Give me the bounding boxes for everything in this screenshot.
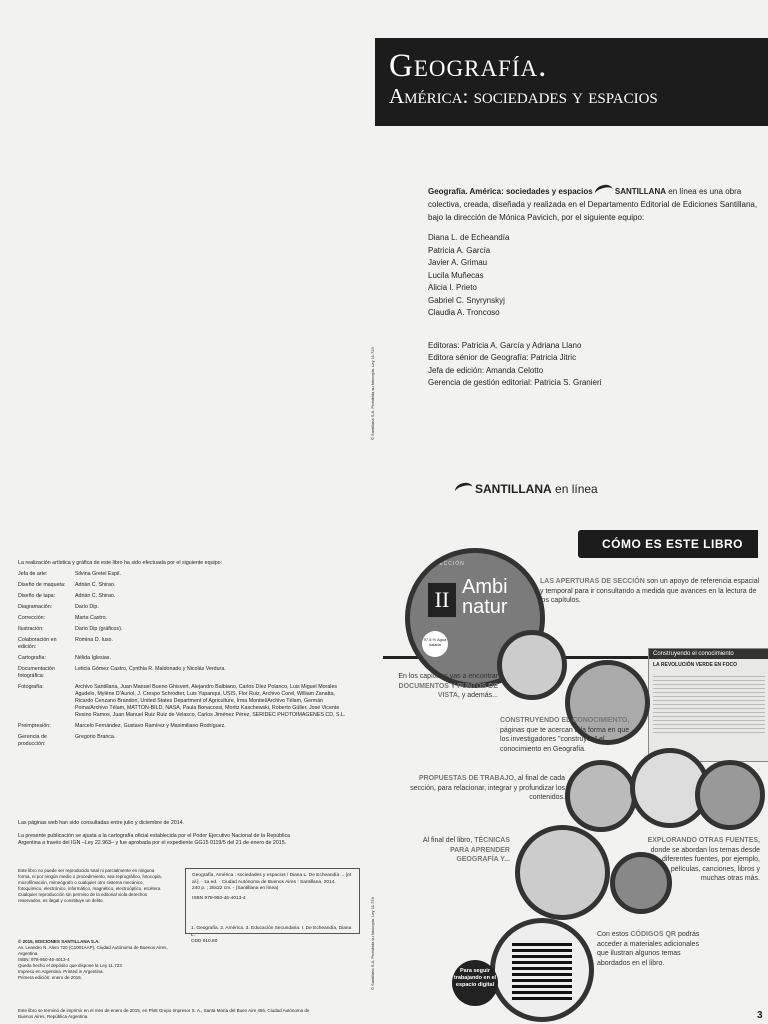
construyendo-text: páginas que te acercan a la forma en que los investigadores "construyen" el conocimiento en Geografía. [500, 726, 630, 753]
author-item: Claudia A. Troncoso [428, 308, 500, 318]
catalog-line: Geografía, América : sociedades y espacios / Diana L. De Echeandía ... [et al.]. - 1a ed. - Ciudad Autónoma de Buenos Aires : Santillana, 2014. [192, 873, 352, 885]
authors-list [428, 232, 758, 320]
construyendo-desc [500, 716, 640, 754]
propuestas-circle [565, 760, 637, 832]
section-label: SECCIÓN [435, 561, 465, 567]
note-item: Las páginas web han sido consultadas entre julio y diciembre de 2014. [18, 820, 185, 826]
qr-highlight: CÓDIGOS QR [630, 931, 676, 938]
credit-row [18, 655, 348, 662]
author-item: Alicia I. Prieto [428, 283, 477, 293]
editorial-printed: Impreso en Argentina. Printed in Argentina. [18, 969, 104, 974]
howto-tab [578, 530, 758, 558]
credit-value: Nélida Iglesias. [75, 655, 111, 661]
editor-item: Jefa de edición: Amanda Celotto [428, 365, 544, 375]
catalog-record [185, 868, 360, 934]
credit-label: Colaboración en edición: [18, 637, 57, 650]
credit-label: Diseño de maqueta: [18, 582, 66, 588]
apertura-highlight: LAS APERTURAS DE SECCIÓN [540, 578, 645, 585]
credit-value: Darío Dip. [75, 604, 99, 610]
catalog-line: 240 p. ; 28x22 cm. - (Santillana en línea) [192, 886, 279, 891]
apertura-desc [540, 577, 760, 606]
editor-item: Gerencia de gestión editorial: Patricia S. Granieri [428, 378, 602, 388]
copyright-vertical: © Santillana S.A. Prohibida su fotocopia. Ley 11.723 [370, 347, 375, 440]
credit-label: Documentación fotográfica: [18, 666, 55, 679]
credit-row [18, 684, 348, 719]
editors-list [428, 340, 758, 390]
propuestas-highlight: PROPUESTAS DE TRABAJO, [418, 775, 516, 782]
credit-row [18, 615, 348, 622]
credit-value: Leticia Gómez Castro, Cynthia R. Maldonado y Nicolás Verdura. [75, 666, 226, 672]
documentos-post: y además... [461, 692, 498, 699]
qr-text: podrás acceder a materiales adicionales que ilustran algunos temas abordados en el libro. [597, 931, 700, 967]
credit-row [18, 637, 348, 651]
documentos-highlight: DOCUMENTOS Y PUNTOS DE VISTA, [398, 682, 498, 699]
web-notes [18, 820, 308, 853]
author-item: Javier A. Grimau [428, 258, 488, 268]
credit-row [18, 582, 348, 589]
qr-code-icon[interactable] [512, 940, 572, 1000]
credit-value: Adrián C. Shirao. [75, 582, 116, 588]
credit-row [18, 626, 348, 633]
author-item: Diana L. de Echeandía [428, 233, 510, 243]
credit-value: Adrián C. Shirao. [75, 593, 116, 599]
credit-row [18, 734, 348, 748]
author-item: Lucila Muñecas [428, 270, 484, 280]
propuestas-desc [400, 774, 565, 803]
credit-value: Romina D. Iuso. [75, 637, 113, 643]
credit-label: Jefa de arte: [18, 571, 48, 577]
logo-suffix: en línea [555, 482, 598, 496]
thumb-subheading: LA REVOLUCIÓN VERDE EN FOCO [653, 662, 737, 668]
credits-book-title: Geografía. América: sociedades y espacios [428, 187, 593, 196]
documentos-desc [388, 672, 498, 701]
author-item: Gabriel C. Snyrynskyj [428, 295, 505, 305]
credits-intro-text: es una obra colectiva, creada, diseñada y realizada en el Departamento Editorial de Ediciones Santillana, bajo la dirección de Mónica Pavicich, por el siguiente equipo: [428, 187, 758, 223]
editorial-edition: Primera edición: enero de 2015. [18, 975, 83, 980]
credit-value: Marta Castro. [75, 615, 108, 621]
thumb-text-lines [653, 673, 765, 733]
legal-notice: Este libro no puede ser reproducido total ni parcialmente en ninguna forma, ni por ningún medio o procedimiento, sea reprográfico, fotocopia, microfilmación, mimeógrafo o cualquier otro sistema mecánico, fotoquímico, electrónico, informático, magnético, electroóptico, etcétera. Cualquier reproducción sin permiso de la editorial viola derechos reservados, es ilegal y constituye un delito. [18, 868, 162, 903]
credit-row [18, 723, 348, 730]
propuestas-text: al final de cada sección, para relacionar, integrar y profundizar los contenidos. [410, 775, 565, 801]
credit-label: Preimpresión: [18, 723, 51, 729]
howto-title: CÓMO ES ESTE LIBRO [602, 537, 744, 551]
credit-label: Fotografía: [18, 684, 44, 690]
credit-label: Cartografía: [18, 655, 46, 661]
section-word: Ambi [462, 576, 508, 598]
catalog-subjects [185, 926, 360, 946]
qr-pre: Con estos [597, 931, 629, 938]
credit-value: Silvina Gretel Espil. [75, 571, 121, 577]
author-item: Patricia A. García [428, 245, 491, 255]
documents-circle [497, 630, 567, 700]
header-band [375, 38, 768, 126]
credit-row [18, 666, 348, 680]
catalog-isbn: ISBN 978-950-46-4013-4 [192, 895, 246, 901]
credits-block [428, 185, 758, 390]
editorial-name: © 2015, EDICIONES SANTILLANA S.A. [18, 939, 100, 944]
credit-row [18, 604, 348, 611]
credit-label: Diseño de tapa: [18, 593, 56, 599]
print-note: Este libro se terminó de imprimir en el mes de enero de 2015, en Plott Grupo Impresor S. A., Santa María del Buen Aire 456, Ciudad Autónoma de Buenos Aires, República Argentina. [18, 1008, 310, 1019]
tecnicas-pre: Al final del libro, [422, 837, 473, 844]
art-credits-intro: La realización artística y gráfica de este libro ha sido efectuada por el siguiente equipo: [18, 560, 223, 566]
credit-row [18, 593, 348, 600]
credit-value: Darío Dip (gráficos). [75, 626, 123, 632]
editorial-info [18, 939, 168, 981]
explorando-highlight: EXPLORANDO OTRAS FUENTES, [647, 837, 760, 844]
propuestas-circle [695, 760, 765, 830]
credit-label: Gerencia de producción: [18, 734, 47, 747]
santillana-logo [455, 482, 598, 496]
santillana-logo-icon [594, 183, 615, 200]
credit-value: Archivo Santillana, Juan Manuel Bueno Ghisvert, Alejandro Balbiano, Carlos Díez Polanco, Luis Miguel Morales Agudelo, Mylène D'Auriol, J. Crespo Schrodter, Luis Yupanqui, USIS, Flor Ruiz, Archivo Corel, William Zanatta, Ricardo Cenzano Brandon, United States Department of Agriculture, Irma Montiel/Archivo Télam, Germán Poma/Archivo Télam, MATTON-BILD, NASA, Paula Bonacossi, Moritz Kaschewski, Roberto Güller, José Vicente Resino Ramos, Juan Manuel Ruiz Ruiz de Velasco, Carlos Jiménez Pérez, SERIDEC PHOTOIMAGENES CD, S.L. [75, 684, 346, 718]
section-number: II [428, 583, 456, 617]
apertura-text: son un apoyo de referencia espacial y temporal para ir consultando a medida que avances en la lectura de los capítulos. [540, 578, 760, 604]
credit-label: Ilustración: [18, 626, 44, 632]
credit-label: Corrección: [18, 615, 46, 621]
construyendo-highlight: CONSTRUYENDO EL CONOCIMIENTO, [500, 717, 630, 724]
construyendo-thumb [648, 648, 768, 762]
book-subtitle: América: sociedades y espacios [389, 84, 658, 108]
editorial-address: Av. Leandro N. Alem 720 (C1001AAP), Ciudad Autónoma de Buenos Aires, Argentina. [18, 945, 168, 956]
editorial-deposit: Queda hecho el depósito que dispone la Ley 11.723 [18, 963, 122, 968]
explorando-desc [645, 836, 760, 884]
credit-value: Gregorio Branca. [75, 734, 116, 740]
editor-item: Editoras: Patricia A. García y Adriana Llano [428, 340, 582, 350]
explorando-text: donde se abordan los temas desde diferentes fuentes, por ejemplo, películas, canciones, libros y muchas otras más. [650, 846, 760, 882]
credits-intro [428, 185, 758, 224]
copyright-vertical: © Santillana S.A. Prohibida su fotocopia. Ley 11.723 [370, 897, 375, 990]
catalog-cdd: CDD 910.80 [191, 939, 218, 944]
credits-logo-brand: SANTILLANA [614, 187, 667, 196]
page-number: 3 [757, 1010, 763, 1021]
credit-row [18, 571, 348, 578]
qr-desc [597, 930, 712, 968]
editor-item: Editora sénior de Geografía: Patricia Jitric [428, 353, 577, 363]
tecnicas-highlight: TÉCNICAS PARA APRENDER GEOGRAFÍA Y... [449, 837, 510, 863]
editorial-isbn: ISBN: 978-950-46-4013-4 [18, 957, 70, 962]
logo-brand: SANTILLANA [475, 482, 552, 496]
book-title: Geografía. [389, 48, 548, 84]
thumb-heading: Construyendo el conocimiento [649, 649, 768, 659]
water-badge: 97,5 % Agua salada [422, 631, 448, 657]
documentos-pre: En los capítulos vas a encontrar [398, 673, 498, 680]
tecnicas-desc [410, 836, 510, 865]
credit-label: Diagramación: [18, 604, 53, 610]
note-item: La presente publicación se ajusta a la cartografía oficial establecida por el Poder Ejecutivo Nacional de la República Argentina a través del IGN –Ley 22.963– y fue aprobada por el expediente GG15 0119/5 del 21 de enero de 2015. [18, 833, 291, 846]
catalog-subject-line: 1. Geografía. 2. América. 3. Educación Secundaria. I. De Echeandía, Diana L. [191, 926, 352, 938]
credit-value: Marcelo Fernández, Gustavo Ramírez y Maximiliano Rodríguez. [75, 723, 226, 729]
tecnicas-circle [515, 825, 610, 920]
section-word: natur [462, 596, 508, 618]
art-credits [18, 560, 348, 748]
digital-space-badge: Para seguir trabajando en el espacio digital [452, 960, 498, 1006]
credits-logo-suffix: en línea [668, 187, 697, 196]
santillana-logo-icon [454, 481, 475, 498]
